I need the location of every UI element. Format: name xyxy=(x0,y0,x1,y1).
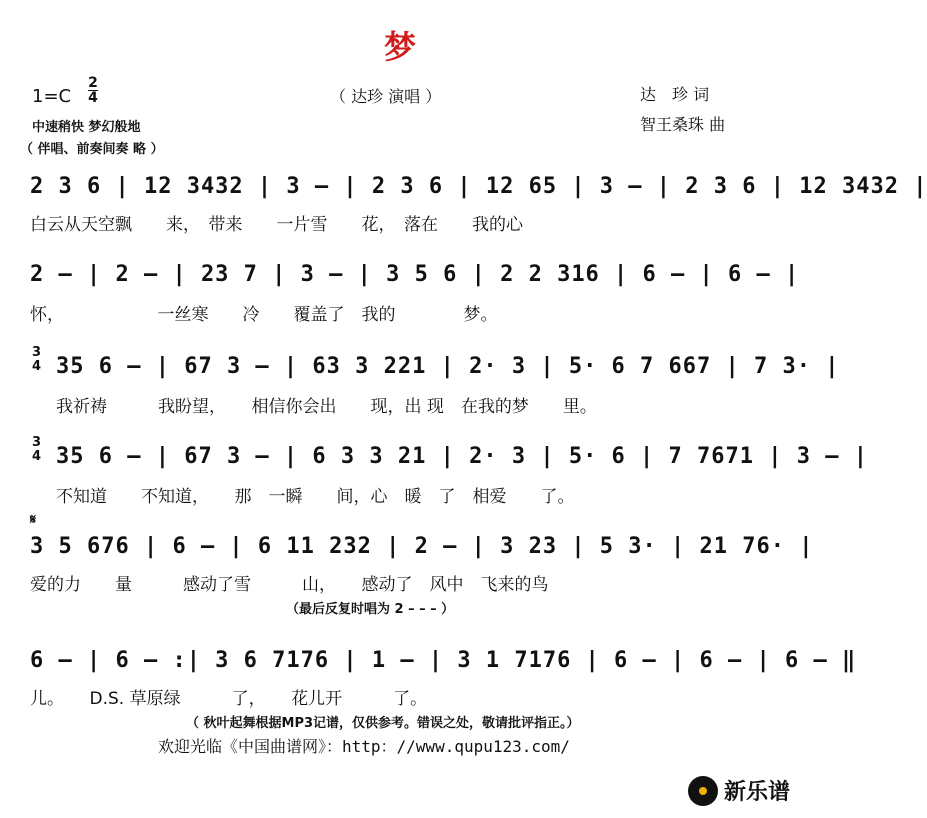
time-signature-3-4-repeat: 3 4 xyxy=(32,435,42,464)
transcription-note: （ 秋叶起舞根据MP3记谱，仅供参考。错误之处，敬请批评指正。） xyxy=(186,716,580,731)
notation-line-5: 3 5 676 | 6 – | 6 11 232 | 2 – | 3 23 | 5 3· | 21 76· | xyxy=(30,534,814,559)
notation-line-4: 35 6 – | 67 3 – | 6 3 3 21 | 2· 3 | 5· 6 | 7 7671 | 3 – | xyxy=(56,444,868,469)
tempo-marking: 中速稍快 梦幻般地 xyxy=(32,120,141,135)
intro-note: （ 伴唱、前奏间奏 略 ） xyxy=(20,142,164,157)
lyric-line-3: 我祈祷 我盼望， 相信你会出 现，出 现 在我的梦 里。 xyxy=(56,397,597,417)
notation-line-2: 2 – | 2 – | 23 7 | 3 – | 3 5 6 | 2 2 316 | 6 – | 6 – | xyxy=(30,262,800,287)
notation-line-3: 35 6 – | 67 3 – | 63 3 221 | 2· 3 | 5· 6 7 667 | 7 3· | xyxy=(56,354,840,379)
notation-line-1: 2 3 6 | 12 3432 | 3 – | 2 3 6 | 12 65 | 3 – | 2 3 6 | 12 3432 | xyxy=(30,174,927,199)
logo-text: 新乐谱 xyxy=(723,780,790,805)
website-banner: 欢迎光临《中国曲谱网》：http：//www.qupu123.com/ xyxy=(158,737,570,756)
lyric-line-6: 儿。 D.S. 草原绿 了， 花儿开 了。 xyxy=(30,689,428,709)
lyric-line-1: 白云从天空飘 来， 带来 一片雪 花， 落在 我的心 xyxy=(30,215,523,235)
composer-credit: 智王桑珠 曲 xyxy=(640,115,726,134)
logo xyxy=(688,775,790,806)
lyric-line-2: 怀， 一丝寒 冷 覆盖了 我的 梦。 xyxy=(30,305,498,325)
key-signature: 1=C xyxy=(32,86,72,107)
time-signature xyxy=(88,76,98,105)
lyricist-credit: 达 珍 词 xyxy=(640,85,710,104)
lyric-line-5: 爱的力 量 感动了雪 山， 感动了 风中 飞来的鸟 xyxy=(30,575,549,595)
time-signature-top: 2 xyxy=(88,75,98,91)
lyric-line-4: 不知道 不知道， 那 一瞬 间，心 暖 了 相爱 了。 xyxy=(56,487,575,507)
repeat-note: （最后反复时唱为 2 – – – ） xyxy=(286,602,455,617)
record-disc-icon xyxy=(688,776,718,806)
time-signature-3-4: 3 4 xyxy=(32,345,42,374)
page-title: 梦 xyxy=(383,28,416,66)
time-signature-bottom: 4 xyxy=(88,90,98,106)
singer-credit: （ 达珍 演唱 ） xyxy=(330,87,442,106)
segno-icon: 𝄋 xyxy=(30,512,37,528)
notation-line-6: 6 – | 6 – :| 3 6 7176 | 1 – | 3 1 7176 | 6 – | 6 – | 6 – ‖ xyxy=(30,648,857,673)
